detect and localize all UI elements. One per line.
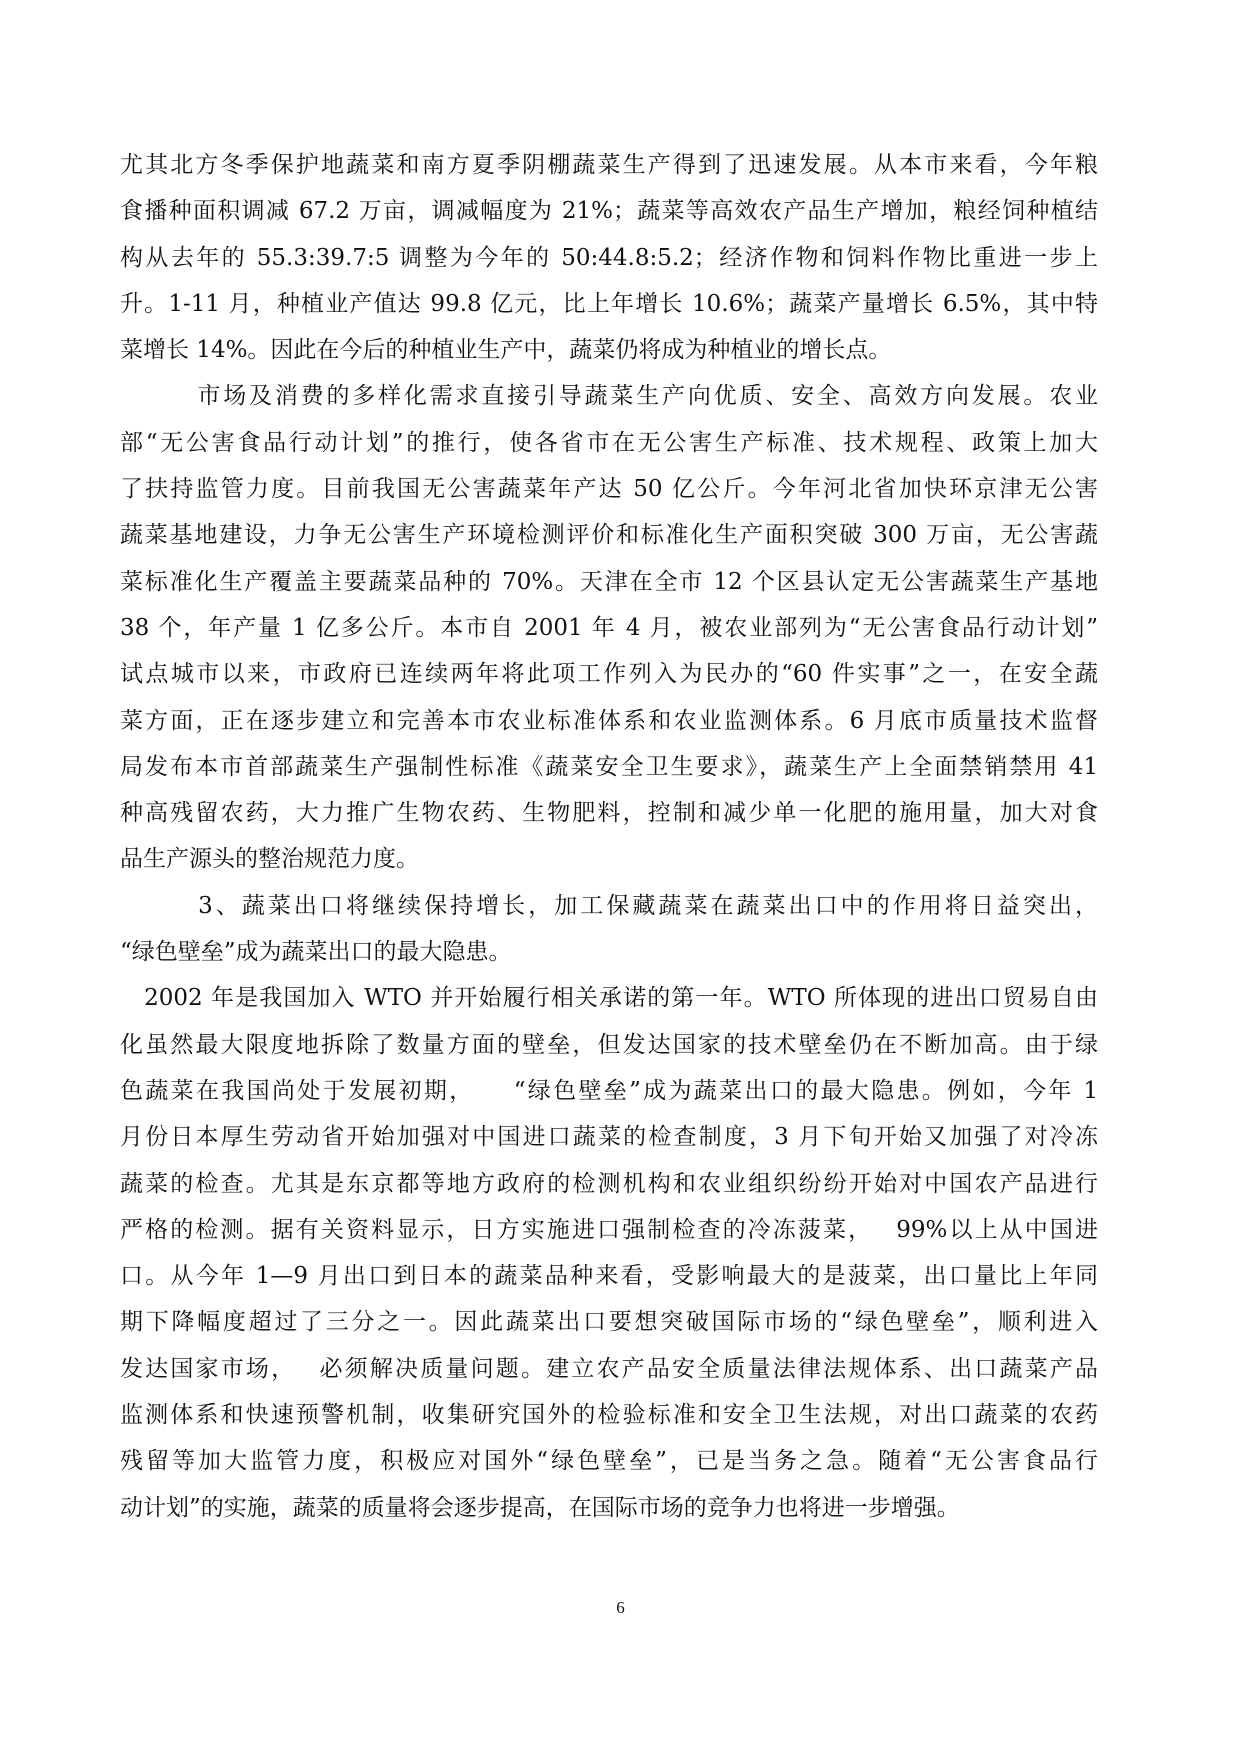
body-text	[120, 142, 1098, 1531]
text-line: 构从去年的 55.3:39.7:5 调整为今年的 50:44.8:5.2；经济作物和饲料作物比重进一步上	[120, 244, 1098, 271]
text-line: 了扶持监管力度。目前我国无公害蔬菜年产达 50 亿公斤。今年河北省加快环京津无公害	[120, 476, 1098, 503]
text-line: 菜方面，正在逐步建立和完善本市农业标准体系和农业监测体系。6 月底市质量技术监督	[120, 707, 1098, 734]
text-line: 动计划”的实施，蔬菜的质量将会逐步提高，在国际市场的竞争力也将进一步增强。	[120, 1494, 960, 1521]
text-line: 38 个，年产量 1 亿多公斤。本市自 2001 年 4 月，被农业部列为“无公害食品行动计划”	[120, 614, 1098, 641]
text-line: 品生产源头的整治规范力度。	[120, 846, 419, 873]
text-line: 菜标准化生产覆盖主要蔬菜品种的 70%。天津在全市 12 个区县认定无公害蔬菜生产基地	[120, 568, 1098, 595]
section-heading-line: “绿色壁垒”成为蔬菜出口的最大隐患。	[120, 939, 512, 966]
text-line: 监测体系和快速预警机制，收集研究国外的检验标准和安全卫生法规，对出口蔬菜的农药	[120, 1402, 1098, 1429]
text-line: 升。1-11 月，种植业产值达 99.8 亿元，比上年增长 10.6%；蔬菜产量增长 6.5%，其中特	[120, 290, 1098, 317]
text-line: 期下降幅度超过了三分之一。因此蔬菜出口要想突破国际市场的“绿色壁垒”，顺利进入	[120, 1309, 1098, 1336]
text-line: 残留等加大监管力度，积极应对国外“绿色壁垒”，已是当务之急。随着“无公害食品行	[120, 1448, 1098, 1475]
page-number: 6	[616, 1598, 625, 1617]
text-line: 色蔬菜在我国尚处于发展初期， “绿色壁垒”成为蔬菜出口的最大隐患。例如，今年 1	[120, 1077, 1098, 1104]
text-line: 发达国家市场， 必须解决质量问题。建立农产品安全质量法律法规体系、出口蔬菜产品	[120, 1355, 1098, 1382]
text-line: 蔬菜的检查。尤其是东京都等地方政府的检测机构和农业组织纷纷开始对中国农产品进行	[120, 1170, 1098, 1197]
text-line: 试点城市以来，市政府已连续两年将此项工作列入为民办的“60 件实事”之一，在安全蔬	[120, 661, 1098, 688]
text-line: 种高残留农药，大力推广生物农药、生物肥料，控制和减少单一化肥的施用量，加大对食	[120, 800, 1098, 827]
text-line: 蔬菜基地建设，力争无公害生产环境检测评价和标准化生产面积突破 300 万亩，无公害蔬	[120, 522, 1098, 549]
text-line: 部“无公害食品行动计划”的推行，使各省市在无公害生产标准、技术规程、政策上加大	[120, 429, 1098, 456]
text-line: 市场及消费的多样化需求直接引导蔬菜生产向优质、安全、高效方向发展。农业	[120, 383, 1098, 410]
text-line: 化虽然最大限度地拆除了数量方面的壁垒，但发达国家的技术壁垒仍在不断加高。由于绿	[120, 1031, 1098, 1058]
text-line: 局发布本市首部蔬菜生产强制性标准《蔬菜安全卫生要求》，蔬菜生产上全面禁销禁用 41	[120, 753, 1098, 780]
text-line: 月份日本厚生劳动省开始加强对中国进口蔬菜的检查制度，3 月下旬开始又加强了对冷冻	[120, 1124, 1098, 1151]
text-line: 2002 年是我国加入 WTO 并开始履行相关承诺的第一年。WTO 所体现的进出口贸易自由	[120, 985, 1098, 1012]
text-line: 严格的检测。据有关资料显示，日方实施进口强制检查的冷冻菠菜， 99%以上从中国进	[120, 1216, 1098, 1243]
section-heading-line: 3、蔬菜出口将继续保持增长，加工保藏蔬菜在蔬菜出口中的作用将日益突出，	[120, 892, 1098, 919]
text-line: 食播种面积调减 67.2 万亩，调减幅度为 21%；蔬菜等高效农产品生产增加，粮经饲种植结	[120, 198, 1098, 225]
text-line: 菜增长 14%。因此在今后的种植业生产中，蔬菜仍将成为种植业的增长点。	[120, 337, 892, 364]
text-line: 尤其北方冬季保护地蔬菜和南方夏季阴棚蔬菜生产得到了迅速发展。从本市来看，今年粮	[120, 152, 1098, 178]
text-line: 口。从今年 1—9 月出口到日本的蔬菜品种来看，受影响最大的是菠菜，出口量比上年同	[120, 1263, 1098, 1290]
